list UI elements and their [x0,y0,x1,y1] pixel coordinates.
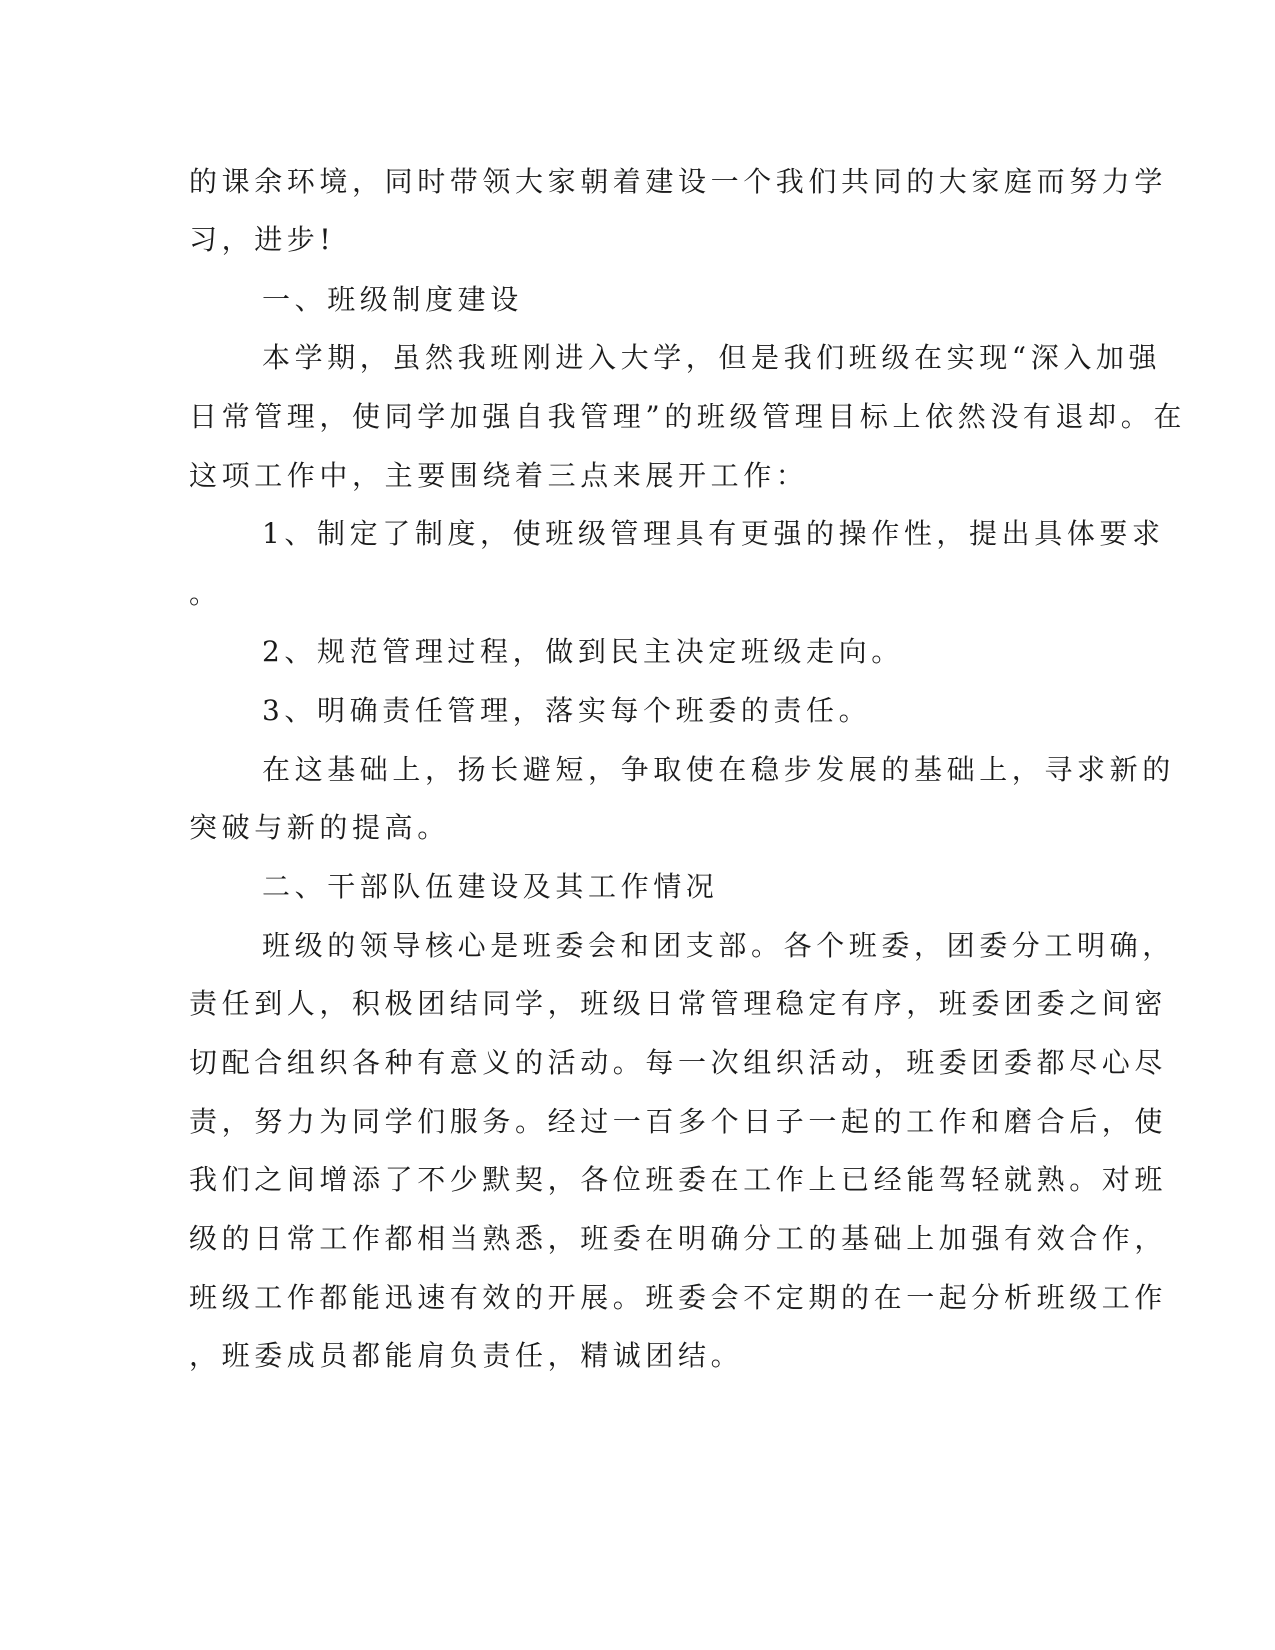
paragraph-line: 本学期，虽然我班刚进入大学，但是我们班级在实现“深入加强 [262,341,1162,374]
section-heading: 一、班级制度建设 [262,283,523,316]
paragraph-line: ，班委成员都能肩负责任，精诚团结。 [189,1339,744,1372]
list-item: 2、规范管理过程，做到民主决定班级走向。 [262,635,904,668]
paragraph-line: 日常管理，使同学加强自我管理”的班级管理目标上依然没有退却。在 [189,400,1186,433]
paragraph-line: 习，进步! [189,223,336,256]
paragraph-line: 责任到人，积极团结同学，班级日常管理稳定有序，班委团委之间密 [189,987,1168,1020]
paragraph-line: 。 [189,577,222,610]
paragraph-line: 的课余环境，同时带领大家朝着建设一个我们共同的大家庭而努力学 [189,165,1168,198]
paragraph-line: 突破与新的提高。 [189,811,450,844]
paragraph-line: 班级的领导核心是班委会和团支部。各个班委，团委分工明确， [262,929,1175,962]
section-heading: 二、干部队伍建设及其工作情况 [262,870,719,903]
paragraph-line: 这项工作中，主要围绕着三点来展开工作： [189,459,809,492]
paragraph-line: 在这基础上，扬长避短，争取使在稳步发展的基础上，寻求新的 [262,753,1175,786]
paragraph-line: 我们之间增添了不少默契，各位班委在工作上已经能驾轻就熟。对班 [189,1163,1168,1196]
paragraph-line: 切配合组织各种有意义的活动。每一次组织活动，班委团委都尽心尽 [189,1046,1168,1079]
list-item: 1、制定了制度，使班级管理具有更强的操作性，提出具体要求 [262,517,1165,550]
paragraph-line: 班级工作都能迅速有效的开展。班委会不定期的在一起分析班级工作 [189,1281,1168,1314]
list-item: 3、明确责任管理，落实每个班委的责任。 [262,694,872,727]
paragraph-line: 责，努力为同学们服务。经过一百多个日子一起的工作和磨合后，使 [189,1105,1168,1138]
paragraph-line: 级的日常工作都相当熟悉，班委在明确分工的基础上加强有效合作， [189,1222,1168,1255]
